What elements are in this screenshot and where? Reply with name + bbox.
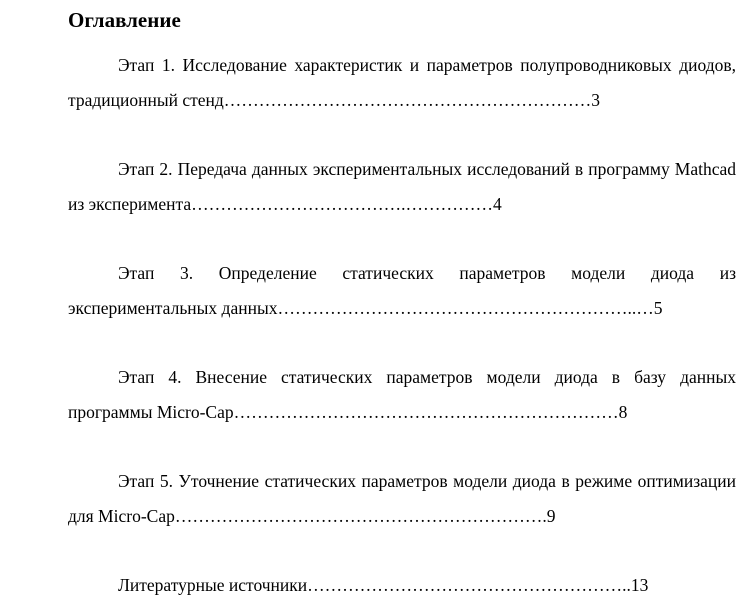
- toc-entry-stage-5: Этап 5. Уточнение статических параметров модели диода в режиме оптимизации для Micro-Cap……………………………………………………….9: [68, 471, 736, 526]
- toc-entry-stage-2: Этап 2. Передача данных экспериментальных исследований в программу Mathcad из эксперимента……………………………….……………4: [68, 159, 736, 214]
- toc-entry-references: Литературные источники………………………………………………..13: [118, 575, 649, 595]
- toc-entry-stage-1: Этап 1. Исследование характеристик и параметров полупроводниковых диодов, традиционный стенд………………………………………………………3: [68, 55, 736, 110]
- toc-heading: Оглавление: [68, 8, 181, 32]
- toc-entry-stage-4: Этап 4. Внесение статических параметров модели диода в базу данных программы Micro-Cap…………………………………………………………8: [68, 367, 736, 422]
- toc-entry-stage-3: Этап 3. Определение статических параметров модели диода из экспериментальных данных……………………………………………………..…5: [68, 263, 736, 318]
- document-page: [68, 6, 736, 603]
